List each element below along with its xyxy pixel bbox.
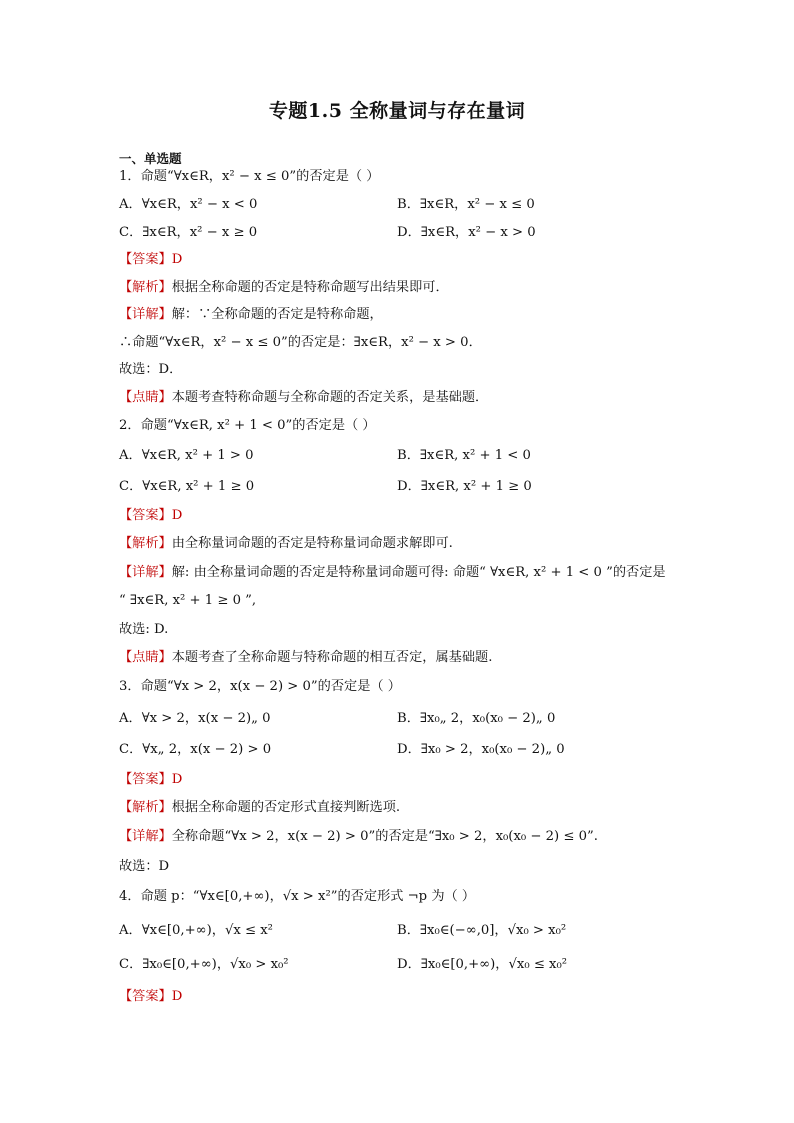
q3-answer <box>119 771 182 789</box>
q3-option-c: C．∀x„ 2，x(x − 2) > 0 <box>119 742 272 757</box>
comment-text: 本题考查特称命题与全称命题的否定关系，是基础题． <box>171 390 489 405</box>
answer-label: 【答案】 <box>119 989 172 1004</box>
detail-label: 【详解】 <box>119 565 172 580</box>
q1-option-b: B．∃x∈R，x² − x ≤ 0 <box>397 197 535 212</box>
answer-label: 【答案】 <box>119 252 172 267</box>
q4-option-d: D．∃x₀∈[0,+∞)，√x₀ ≤ x₀² <box>397 957 568 972</box>
q3-option-d: D．∃x₀ > 2，x₀(x₀ − 2)„ 0 <box>397 742 565 757</box>
q3-option-b: B．∃x₀„ 2，x₀(x₀ − 2)„ 0 <box>397 711 556 726</box>
answer-label: 【答案】 <box>119 508 172 523</box>
q1-choose: 故选：D． <box>119 362 183 377</box>
page-title: 专题1.5 全称量词与存在量词 <box>268 100 526 122</box>
detail-text: 解: 由全称量词命题的否定是特称量词命题可得: 命题“ ∀x∈R, x² + 1 < 0 ”的否定是 <box>171 565 666 580</box>
detail-text: 全称命题“∀x > 2，x(x − 2) > 0”的否定是“∃x₀ > 2，x₀(x₀ − 2) ≤ 0”. <box>171 829 598 844</box>
q2-detail <box>119 564 666 582</box>
q2-comment <box>119 649 492 667</box>
answer-value: D <box>171 772 183 787</box>
q1-answer <box>119 251 182 269</box>
q2-analysis <box>119 535 453 553</box>
detail-label: 【详解】 <box>119 829 172 844</box>
answer-value: D <box>171 989 183 1004</box>
detail-text: 解：∵全称命题的否定是特称命题， <box>171 307 383 322</box>
analysis-text: 由全称量词命题的否定是特称量词命题求解即可. <box>171 536 453 551</box>
q1-option-c: C．∃x∈R，x² − x ≥ 0 <box>119 225 258 240</box>
q3-choose: 故选：D <box>119 859 170 874</box>
q2-stem: 2．命题“∀x∈R, x² + 1 < 0”的否定是（ ） <box>119 418 376 433</box>
comment-label: 【点睛】 <box>119 390 172 405</box>
q1-detail <box>119 306 383 324</box>
q2-option-b: B．∃x∈R, x² + 1 < 0 <box>397 448 531 463</box>
q2-choose: 故选: D. <box>119 622 169 637</box>
q3-analysis <box>119 799 400 817</box>
q1-option-d: D．∃x∈R，x² − x > 0 <box>397 225 536 240</box>
q4-option-c: C．∃x₀∈[0,+∞)，√x₀ > x₀² <box>119 957 289 972</box>
comment-label: 【点睛】 <box>119 650 172 665</box>
comment-text: 本题考查了全称命题与特称命题的相互否定，属基础题. <box>171 650 493 665</box>
q4-option-a: A．∀x∈[0,+∞)，√x ≤ x² <box>119 923 273 938</box>
analysis-label: 【解析】 <box>119 280 172 295</box>
analysis-text: 根据全称命题的否定形式直接判断选项. <box>171 800 401 815</box>
q1-option-a: A．∀x∈R，x² − x < 0 <box>119 197 258 212</box>
q2-option-a: A．∀x∈R, x² + 1 > 0 <box>119 448 254 463</box>
q3-option-a: A．∀x > 2，x(x − 2)„ 0 <box>119 711 271 726</box>
q4-answer <box>119 988 182 1006</box>
q2-option-c: C．∀x∈R, x² + 1 ≥ 0 <box>119 479 255 494</box>
q2-option-d: D．∃x∈R, x² + 1 ≥ 0 <box>397 479 532 494</box>
q4-stem: 4．命题 p：“∀x∈[0,+∞)，√x > x²”的否定形式 ¬p 为（ ） <box>119 889 476 904</box>
q3-detail <box>119 828 598 846</box>
analysis-label: 【解析】 <box>119 800 172 815</box>
q1-analysis <box>119 279 449 297</box>
answer-value: D <box>171 252 183 267</box>
answer-value: D <box>171 508 183 523</box>
q1-comment <box>119 389 488 407</box>
detail-label: 【详解】 <box>119 307 172 322</box>
answer-label: 【答案】 <box>119 772 172 787</box>
section-heading: 一、单选题 <box>119 151 182 166</box>
q1-stem: 1．命题“∀x∈R，x² − x ≤ 0”的否定是（ ） <box>119 169 380 184</box>
q4-option-b: B．∃x₀∈(−∞,0]，√x₀ > x₀² <box>397 923 567 938</box>
analysis-label: 【解析】 <box>119 536 172 551</box>
analysis-text: 根据全称命题的否定是特称命题写出结果即可． <box>171 280 449 295</box>
q1-detail-2: ∴命题“∀x∈R，x² − x ≤ 0”的否定是：∃x∈R，x² − x > 0． <box>119 335 482 350</box>
q3-stem: 3．命题“∀x > 2，x(x − 2) > 0”的否定是（ ） <box>119 679 401 694</box>
q2-detail-2: “ ∃x∈R, x² + 1 ≥ 0 ”, <box>119 593 257 608</box>
q2-answer <box>119 507 182 525</box>
